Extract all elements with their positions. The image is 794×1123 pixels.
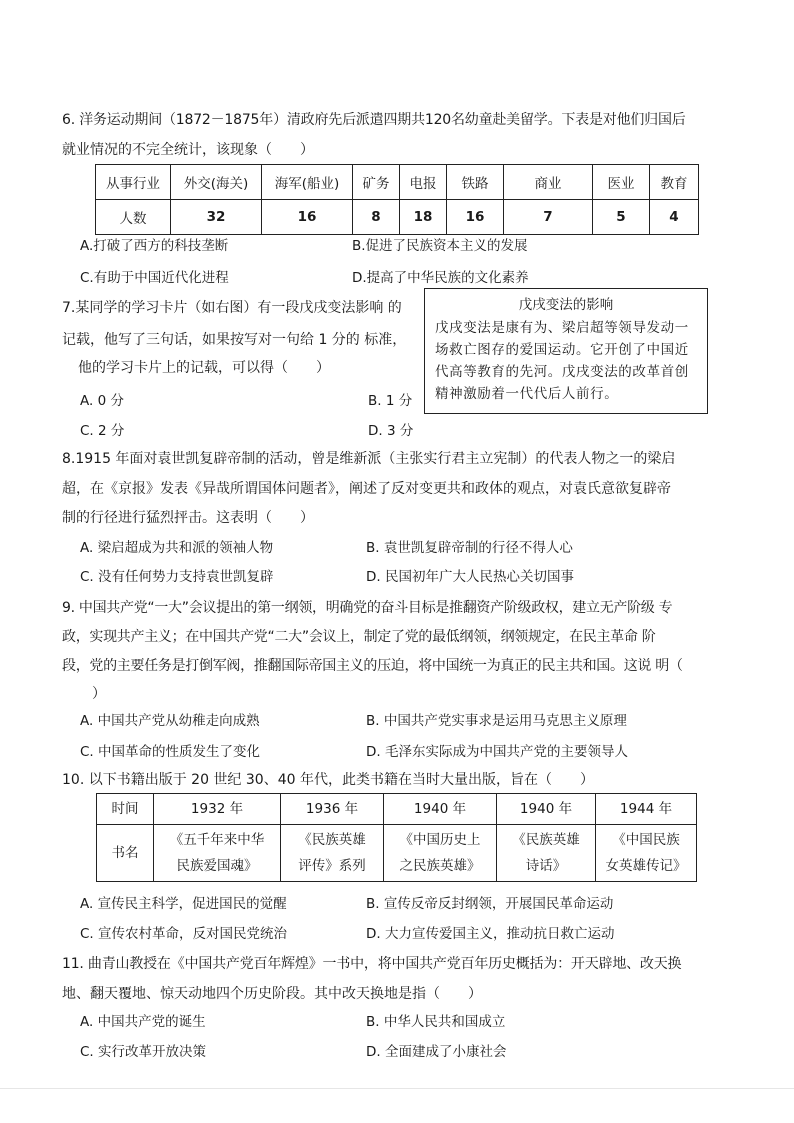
q10-option-c[interactable]: C. 宣传农村革命，反对国民党统治: [80, 926, 288, 942]
table-cell: [281, 825, 384, 882]
q11-stem-line1: 11. 曲青山教授在《中国共产党百年辉煌》一书中，将中国共产党百年历史概括为：开天辟地、改天换: [62, 956, 682, 972]
q10-stem-line1: 10. 以下书籍出版于 20 世纪 30、40 年代，此类书籍在当时大量出版，旨在（ ）: [62, 772, 594, 788]
q7-study-card: [424, 288, 708, 414]
q11-stem-line2: 地、翻天覆地、惊天动地四个历史阶段。其中改天换地是指（ ）: [62, 986, 482, 1002]
table-cell: 16: [262, 200, 353, 235]
q8-option-c[interactable]: C. 没有任何势力支持袁世凯复辟: [80, 569, 274, 585]
q9-option-d[interactable]: D. 毛泽东实际成为中国共产党的主要领导人: [366, 744, 628, 760]
table-cell: [596, 825, 697, 882]
q6-option-d[interactable]: D.提高了中华民族的文化素养: [352, 270, 529, 286]
q9-stem-line1: 9. 中国共产党“一大”会议提出的第一纲领，明确党的奋斗目标是推翻资产阶级政权，建立无产阶级 专: [62, 600, 673, 616]
table-cell: 海军(船业): [262, 165, 353, 200]
book-title-line: 评传》系列: [298, 858, 366, 874]
table-cell: 时间: [97, 794, 154, 825]
table-cell: 16: [447, 200, 504, 235]
q9-option-c[interactable]: C. 中国革命的性质发生了变化: [80, 744, 261, 760]
table-cell: 4: [650, 200, 699, 235]
table-cell: 书名: [97, 825, 154, 882]
table-cell: 5: [593, 200, 650, 235]
table-row: [96, 200, 699, 235]
table-cell: 从事行业: [96, 165, 171, 200]
table-cell: 18: [400, 200, 447, 235]
q7-stem-line1: 7.某同学的学习卡片（如右图）有一段戊戌变法影响 的: [62, 300, 402, 316]
table-cell: 商业: [504, 165, 593, 200]
table-cell: 32: [171, 200, 262, 235]
book-title-line: 《民族英雄: [512, 832, 580, 848]
q11-option-b[interactable]: B. 中华人民共和国成立: [366, 1014, 506, 1030]
table-cell: 1932 年: [154, 794, 281, 825]
q6-option-a[interactable]: A.打破了西方的科技垄断: [80, 238, 229, 254]
q7-option-d[interactable]: D. 3 分: [368, 423, 414, 439]
q8-option-b[interactable]: B. 袁世凯复辟帝制的行径不得人心: [366, 540, 573, 556]
table-cell: [384, 825, 497, 882]
q11-option-c[interactable]: C. 实行改革开放决策: [80, 1044, 207, 1060]
q8-stem-line3: 制的行径进行猛烈抨击。这表明（ ）: [62, 510, 314, 526]
table-cell: 1940 年: [497, 794, 596, 825]
q6-stem-line1: 6. 洋务运动期间（1872－1875年）清政府先后派遣四期共120名幼童赴美留学。下表是对他们归国后: [62, 112, 686, 128]
table-row: [97, 794, 697, 825]
book-title-line: 《中国历史上: [399, 832, 481, 848]
q6-stem-line2: 就业情况的不完全统计，该现象（ ）: [62, 142, 314, 158]
table-cell: 医业: [593, 165, 650, 200]
table-cell: 8: [353, 200, 400, 235]
q9-stem-line3: 段，党的主要任务是打倒军阀，推翻国际帝国主义的压迫，将中国统一为真正的民主共和国。这说 明（: [62, 658, 683, 674]
q8-stem-line1: 8.1915 年面对袁世凯复辟帝制的活动，曾是维新派（主张实行君主立宪制）的代表人物之一的梁启: [62, 451, 676, 467]
book-title-line: 《民族英雄: [298, 832, 366, 848]
table-cell: 外交(海关): [171, 165, 262, 200]
page-bottom-divider: [0, 1088, 794, 1089]
q7-stem-line2: 记载，他写了三句话，如果按写对一句给 1 分的 标准，: [62, 332, 407, 348]
q10-option-a[interactable]: A. 宣传民主科学，促进国民的觉醒: [80, 896, 287, 912]
q6-option-c[interactable]: C.有助于中国近代化进程: [80, 270, 229, 286]
table-row: [97, 825, 697, 882]
table-row: [96, 165, 699, 200]
book-title-line: 《中国民族: [612, 832, 680, 848]
q11-option-d[interactable]: D. 全面建成了小康社会: [366, 1044, 507, 1060]
table-cell: 1944 年: [596, 794, 697, 825]
q10-books-table: [96, 793, 697, 882]
q9-stem-line4: ）: [92, 686, 106, 702]
q7-option-b[interactable]: B. 1 分: [368, 393, 413, 409]
q6-option-b[interactable]: B.促进了民族资本主义的发展: [352, 238, 528, 254]
q10-option-d[interactable]: D. 大力宣传爱国主义，推动抗日救亡运动: [366, 926, 615, 942]
q7-option-a[interactable]: A. 0 分: [80, 393, 124, 409]
table-cell: 铁路: [447, 165, 504, 200]
table-cell: 人数: [96, 200, 171, 235]
q6-employment-table: [95, 164, 699, 235]
q9-stem-line2: 政，实现共产主义；在中国共产党“二大”会议上，制定了党的最低纲领，纲领规定，在民主革命 阶: [62, 629, 656, 645]
q9-option-a[interactable]: A. 中国共产党从幼稚走向成熟: [80, 713, 260, 729]
table-cell: 1936 年: [281, 794, 384, 825]
table-cell: 1940 年: [384, 794, 497, 825]
study-card-body: 戊戌变法是康有为、梁启超等领导发动一场救亡图存的爱国运动。它开创了中国近代高等教育的先河。戊戌变法的改革首创精神激励着一代代后人前行。: [435, 320, 689, 402]
q9-option-b[interactable]: B. 中国共产党实事求是运用马克思主义原理: [366, 713, 627, 729]
q8-option-d[interactable]: D. 民国初年广大人民热心关切国事: [366, 569, 574, 585]
table-cell: [497, 825, 596, 882]
book-title-line: 女英雄传记》: [605, 858, 687, 874]
table-cell: 教育: [650, 165, 699, 200]
q8-option-a[interactable]: A. 梁启超成为共和派的领袖人物: [80, 540, 274, 556]
q7-stem-line3: 他的学习卡片上的记载，可以得（ ）: [78, 360, 330, 376]
book-title-line: 之民族英雄》: [399, 858, 481, 874]
table-cell: 矿务: [353, 165, 400, 200]
q8-stem-line2: 超，在《京报》发表《异哉所谓国体问题者》，阐述了反对变更共和政体的观点，对袁氏意欲复辟帝: [62, 481, 671, 497]
study-card-title: 戊戌变法的影响: [518, 297, 614, 313]
book-title-line: 民族爱国魂》: [176, 858, 258, 874]
q7-option-c[interactable]: C. 2 分: [80, 423, 125, 439]
q10-option-b[interactable]: B. 宣传反帝反封纲领，开展国民革命运动: [366, 896, 614, 912]
table-cell: 电报: [400, 165, 447, 200]
book-title-line: 诗话》: [525, 858, 567, 874]
table-cell: 7: [504, 200, 593, 235]
q11-option-a[interactable]: A. 中国共产党的诞生: [80, 1014, 206, 1030]
book-title-line: 《五千年来中华: [169, 832, 265, 848]
table-cell: [154, 825, 281, 882]
